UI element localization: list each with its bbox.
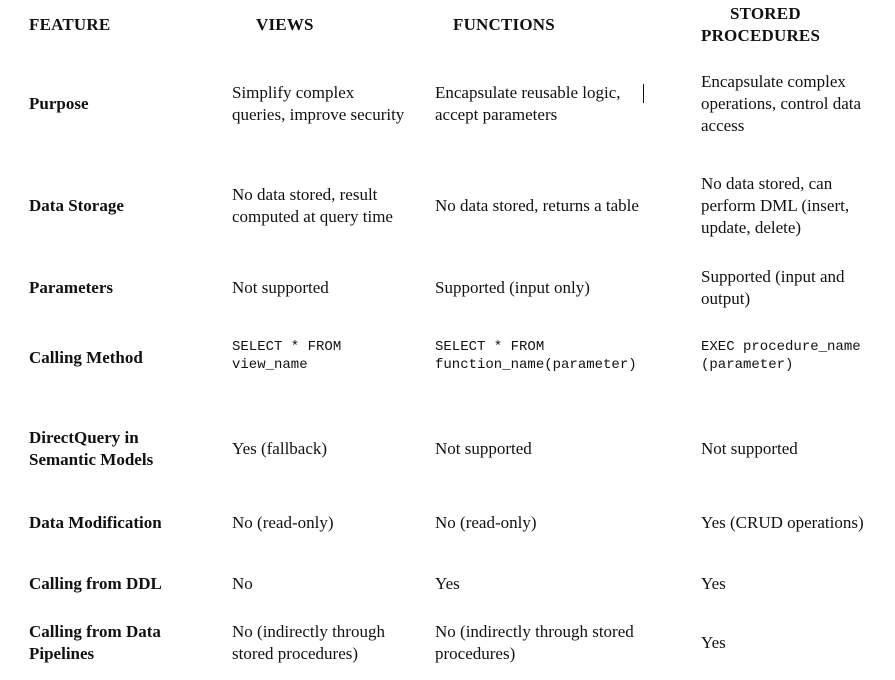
cell-line: Yes (CRUD operations) [701,513,864,532]
code-line: function_name(parameter) [435,357,637,373]
row-data-modification-procedures [701,512,864,534]
cell-line: No (read-only) [435,513,537,532]
cell-line: No [232,574,253,593]
feature-label: Semantic Models [29,450,154,469]
code-line: SELECT * FROM [435,339,545,355]
feature-label: Purpose [29,94,89,113]
row-data-modification-feature [29,512,162,534]
row-purpose-procedures [701,71,861,137]
header-functions: FUNCTIONS [453,15,555,34]
feature-label: DirectQuery in [29,428,139,447]
cell-line: Supported (input and [701,267,845,286]
cell-line: No data stored, returns a table [435,196,639,215]
cell-line: accept parameters [435,105,558,124]
cell-line: perform DML (insert, [701,196,850,215]
row-calling-method-views [232,338,341,374]
cell-line: Encapsulate complex [701,72,846,91]
row-calling-pipelines-functions [435,621,634,665]
feature-label: Calling Method [29,348,143,367]
cell-line: Supported (input only) [435,278,590,297]
header-procedures-line1: STORED [730,4,801,23]
header-procedures-line2: PROCEDURES [701,26,821,45]
row-parameters-feature [29,277,113,299]
row-calling-ddl-procedures [701,573,726,595]
row-data-storage-procedures [701,173,849,239]
cell-line: Yes [435,574,460,593]
row-calling-method-feature [29,347,143,369]
row-data-storage-feature [29,195,124,217]
row-parameters-procedures [701,266,845,310]
cell-line: computed at query time [232,207,393,226]
cell-line: No (indirectly through [232,622,385,641]
feature-label: Data Storage [29,196,124,215]
row-data-storage-views [232,184,393,228]
row-calling-method-procedures [701,338,861,374]
cell-line: No (indirectly through stored [435,622,634,641]
row-calling-pipelines-procedures [701,632,726,654]
cell-line: Encapsulate reusable logic, [435,83,621,102]
row-calling-pipelines-views [232,621,385,665]
row-calling-ddl-feature [29,573,162,595]
row-directquery-functions [435,438,532,460]
cell-line: queries, improve security [232,105,405,124]
code-line: SELECT * FROM [232,339,342,355]
cell-line: Yes (fallback) [232,439,328,458]
row-calling-pipelines-feature [29,621,161,665]
cell-line: Simplify complex [232,83,355,102]
row-parameters-views [232,277,329,299]
cell-line: Yes [701,633,726,652]
row-parameters-functions [435,277,590,299]
cell-line: Not supported [232,278,329,297]
cell-line: Not supported [435,439,532,458]
feature-label: Pipelines [29,644,95,663]
row-data-modification-views [232,512,334,534]
cell-line: No data stored, can [701,174,833,193]
text-cursor [643,84,644,103]
code-line: view_name [232,357,308,373]
row-calling-ddl-functions [435,573,460,595]
row-data-modification-functions [435,512,537,534]
header-views: VIEWS [256,15,314,34]
cell-line: procedures) [435,644,516,663]
feature-label: Data Modification [29,513,162,532]
feature-label: Parameters [29,278,114,297]
header-feature: FEATURE [29,15,111,34]
cell-line: operations, control data [701,94,862,113]
cell-line: access [701,116,745,135]
row-directquery-views [232,438,327,460]
row-directquery-procedures [701,438,798,460]
code-line: (parameter) [701,357,794,373]
row-purpose-functions [435,82,621,126]
cell-line: No data stored, result [232,185,378,204]
cell-line: Not supported [701,439,798,458]
cell-line: output) [701,289,751,308]
row-calling-ddl-views [232,573,253,595]
cell-line: No (read-only) [232,513,334,532]
code-line: EXEC procedure_name [701,339,861,355]
row-calling-method-functions [435,338,637,374]
row-purpose-views [232,82,404,126]
feature-label: Calling from DDL [29,574,162,593]
cell-line: stored procedures) [232,644,359,663]
row-data-storage-functions [435,195,639,217]
row-purpose-feature [29,93,89,115]
feature-label: Calling from Data [29,622,161,641]
cell-line: update, delete) [701,218,802,237]
cell-line: Yes [701,574,726,593]
row-directquery-feature [29,427,153,471]
